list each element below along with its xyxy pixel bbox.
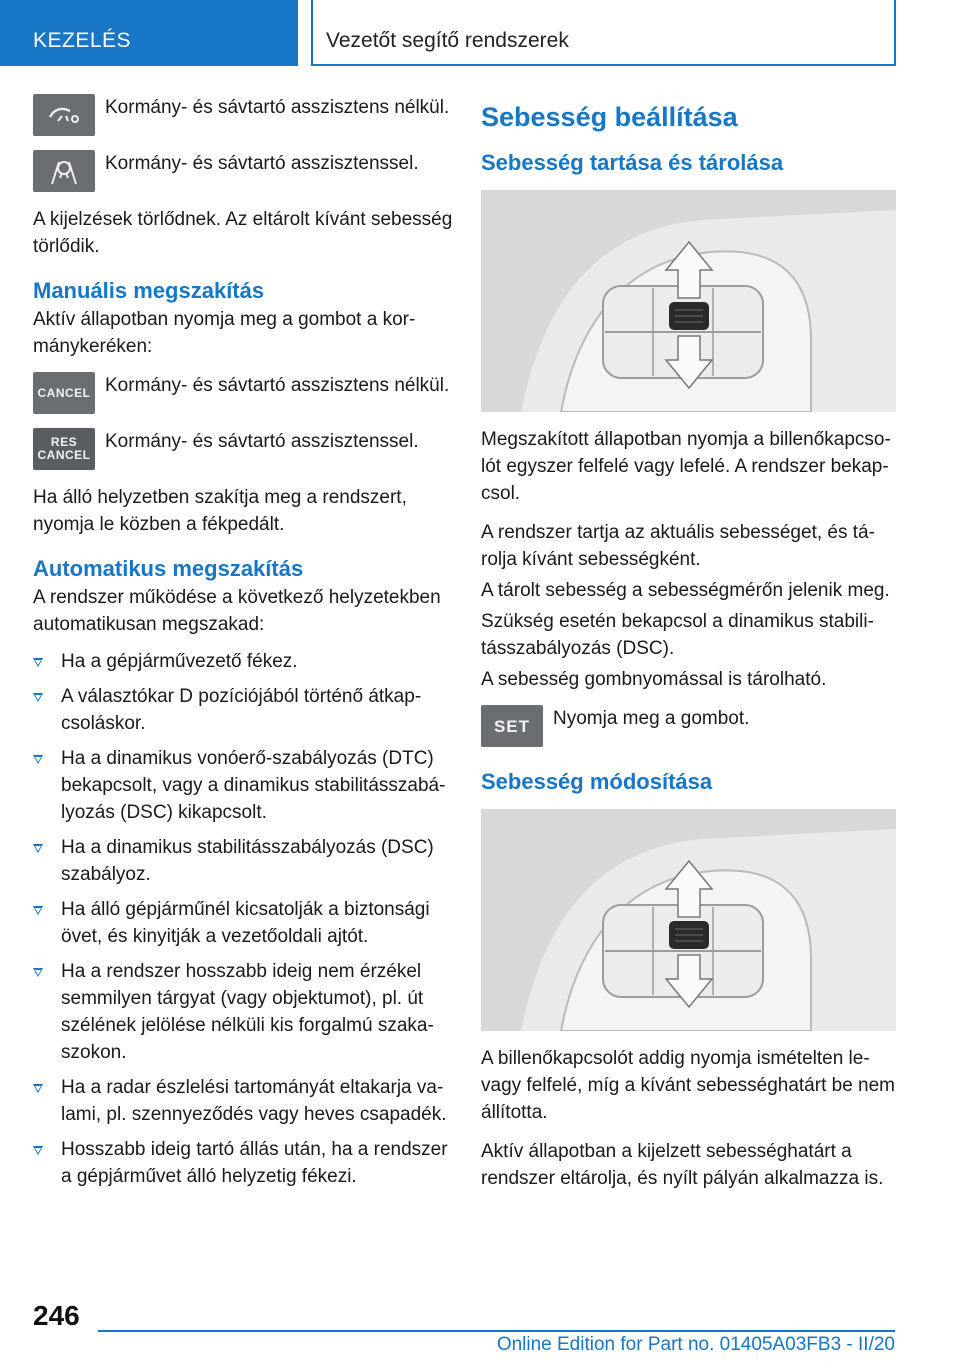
icon-row-cancel <box>33 372 453 414</box>
triangle-bullet-icon <box>33 968 43 977</box>
header-chapter-box <box>311 0 896 66</box>
steering-wheel-rocker-photo <box>481 190 896 412</box>
icon-row-text: Kormány- és sávtartó asszisztenssel. <box>105 431 419 452</box>
paragraph-hold-5: A sebesség gombnyomással is tárolható. <box>481 669 827 690</box>
list-item: Ha álló gépjárműnél kicsatolják a biztonsági övet, és kinyitják a vezetőoldali ajtót. <box>33 896 453 950</box>
cancel-button-icon: CANCEL <box>33 372 95 414</box>
header-section-tab <box>0 0 298 66</box>
paragraph-auto-intro: A rendszer működése a következő helyzetekben automatikusan megszakad: <box>33 587 441 635</box>
icon-row-text: Kormány- és sávtartó asszisztens nélkül. <box>105 97 450 118</box>
heading-set-speed: Sebesség beállítása <box>481 102 738 132</box>
triangle-bullet-icon <box>33 1146 43 1155</box>
paragraph-manual-intro: Aktív állapotban nyomja meg a gombot a kormánykeréken: <box>33 309 416 357</box>
paragraph-hold-1: Megszakított állapotban nyomja a billenőkapcsolót egyszer felfelé vagy lefelé. A rendszer bekapcsol. <box>481 429 891 504</box>
triangle-bullet-icon <box>33 1084 43 1093</box>
page-number: 246 <box>33 1300 80 1331</box>
list-item: Ha a dinamikus stabilitásszabályozás (DSC) szabályoz. <box>33 834 453 888</box>
list-item: Ha a gépjárművezető fékez. <box>33 648 453 675</box>
icon-row-text: Kormány- és sávtartó asszisztenssel. <box>105 153 419 174</box>
triangle-bullet-icon <box>33 755 43 764</box>
icon-row-assistant-on <box>33 150 453 192</box>
left-column <box>33 94 453 1198</box>
list-item: Ha a radar észlelési tartományát eltakarja valami, pl. szennyeződés vagy heves csapadék. <box>33 1074 453 1128</box>
header-chapter-label: Vezetőt segítő rendszerek <box>326 29 569 52</box>
heading-modify-speed: Sebesség módosítása <box>481 769 713 794</box>
steering-assistant-on-icon <box>33 150 95 192</box>
triangle-bullet-icon <box>33 658 43 667</box>
steering-wheel-rocker-photo-2 <box>481 809 896 1031</box>
list-item: Ha a rendszer hosszabb ideig nem érzékel semmilyen tárgyat (vagy objektumot), pl. út szélének jelölése nélküli kis forgalmú szakaszokon. <box>33 958 453 1066</box>
steering-assistant-off-icon <box>33 94 95 136</box>
triangle-bullet-icon <box>33 693 43 702</box>
res-cancel-button-icon: RES CANCEL <box>33 428 95 470</box>
list-item: A választókar D pozíciójából történő átkapcsoláskor. <box>33 683 453 737</box>
set-button-icon: SET <box>481 705 543 747</box>
paragraph-hold-4: Szükség esetén bekapcsol a dinamikus stabilitásszabályozás (DSC). <box>481 611 874 659</box>
paragraph-manual-note: Ha álló helyzetben szakítja meg a rendszert, nyomja le közben a fékpedált. <box>33 487 407 535</box>
footer-edition: Online Edition for Part no. 01405A03FB3 - II/20 <box>496 1334 895 1355</box>
auto-cancel-list <box>33 648 453 1190</box>
icon-row-text: Nyomja meg a gombot. <box>553 708 750 729</box>
icon-row-text: Kormány- és sávtartó asszisztens nélkül. <box>105 375 450 396</box>
icon-row-res-cancel <box>33 428 453 470</box>
footer-divider <box>98 1330 895 1332</box>
heading-auto-cancel: Automatikus megszakítás <box>33 556 304 581</box>
icon-row-assistant-off <box>33 94 453 136</box>
list-item: Ha a dinamikus vonóerő-szabályozás (DTC) bekapcsolt, vagy a dinamikus stabilitásszabályozás (DSC) kikapcsolt. <box>33 745 453 826</box>
paragraph-hold-3: A tárolt sebesség a sebességmérőn jelenik meg. <box>481 580 890 601</box>
paragraph-modify-1: A billenőkapcsolót addig nyomja ismételten levagy felfelé, míg a kívánt sebességhatárt be nem állította. <box>481 1048 896 1123</box>
right-column <box>481 94 901 1204</box>
list-item: Hosszabb ideig tartó állás után, ha a rendszer a gépjárművet álló helyzetig fékezi. <box>33 1136 453 1190</box>
triangle-bullet-icon <box>33 906 43 915</box>
heading-manual-cancel: Manuális megszakítás <box>33 278 265 303</box>
paragraph-delete: A kijelzések törlődnek. Az eltárolt kívánt sebesség törlődik. <box>33 209 453 257</box>
icon-row-set <box>481 705 901 747</box>
triangle-bullet-icon <box>33 844 43 853</box>
paragraph-modify-2: Aktív állapotban a kijelzett sebességhatárt a rendszer eltárolja, és nyílt pályán alkalmazza is. <box>481 1141 884 1189</box>
paragraph-hold-2: A rendszer tartja az aktuális sebességet, és tárolja kívánt sebességként. <box>481 522 875 570</box>
header-section-label: KEZELÉS <box>33 29 132 52</box>
heading-hold-speed: Sebesség tartása és tárolása <box>481 150 784 175</box>
